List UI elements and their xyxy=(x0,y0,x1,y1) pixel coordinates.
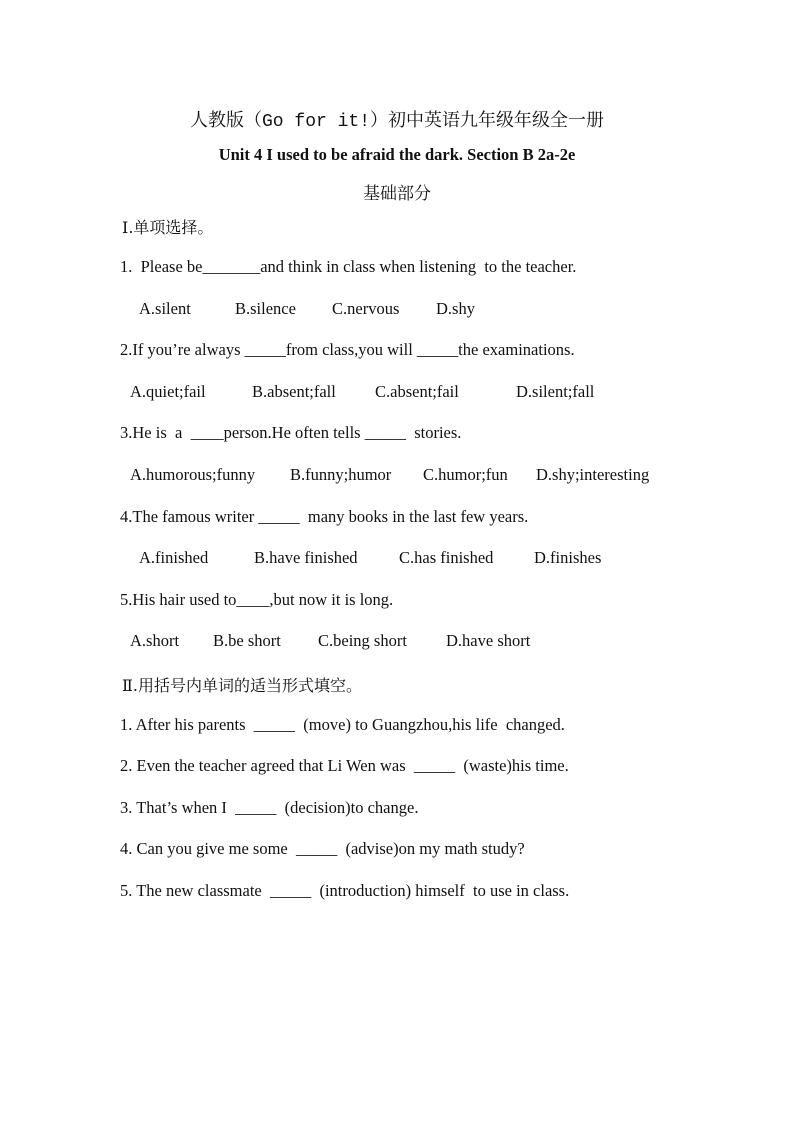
question-5-stem: 5.His hair used to____,but now it is long. xyxy=(120,590,394,609)
question-5-option-b: B.be short xyxy=(213,631,281,650)
document-subtitle: Unit 4 I used to be afraid the dark. Section B 2a-2e xyxy=(218,145,576,164)
document-title xyxy=(0,106,794,132)
question-4-option-a: A.finished xyxy=(139,548,209,567)
question-2-option-b: B.absent;fall xyxy=(252,382,336,401)
question-5-option-c: C.being short xyxy=(318,631,407,650)
title-suffix: ）初中英语九年级年级全一册 xyxy=(370,110,605,131)
fill-item-5: 5. The new classmate _____ (introduction) himself to use in class. xyxy=(120,881,570,900)
question-2-option-d: D.silent;fall xyxy=(516,382,595,401)
question-1-stem: 1. Please be_______and think in class when listening to the teacher. xyxy=(120,257,577,276)
question-5-option-d: D.have short xyxy=(446,631,531,650)
question-4-option-c: C.has finished xyxy=(399,548,494,567)
title-series: Go for it! xyxy=(261,112,371,132)
question-5-option-a: A.short xyxy=(130,631,180,650)
fill-item-2: 2. Even the teacher agreed that Li Wen was _____ (waste)his time. xyxy=(120,756,569,775)
part2-heading: Ⅱ.用括号内单词的适当形式填空。 xyxy=(122,676,362,695)
question-4-option-b: B.have finished xyxy=(254,548,358,567)
question-3-option-c: C.humor;fun xyxy=(423,465,508,484)
fill-item-1: 1. After his parents _____ (move) to Guangzhou,his life changed. xyxy=(120,715,565,734)
question-1-option-a: A.silent xyxy=(139,299,191,318)
question-4-stem: 4.The famous writer _____ many books in the last few years. xyxy=(120,507,529,526)
question-2-option-c: C.absent;fail xyxy=(375,382,459,401)
title-prefix: 人教版（ xyxy=(189,110,262,131)
part1-heading: Ⅰ.单项选择。 xyxy=(122,218,214,237)
question-1-option-c: C.nervous xyxy=(332,299,400,318)
fill-item-3: 3. That’s when I _____ (decision)to change. xyxy=(120,798,419,817)
question-2-stem: 2.If you’re always _____from class,you will _____the examinations. xyxy=(120,340,575,359)
question-4-option-d: D.finishes xyxy=(534,548,602,567)
question-3-option-b: B.funny;humor xyxy=(290,465,392,484)
question-3-stem: 3.He is a ____person.He often tells _____ stories. xyxy=(120,423,462,442)
section-label: 基础部分 xyxy=(363,184,431,204)
question-2-option-a: A.quiet;fail xyxy=(130,382,206,401)
question-1-option-d: D.shy xyxy=(436,299,475,318)
question-3-option-d: D.shy;interesting xyxy=(536,465,650,484)
fill-item-4: 4. Can you give me some _____ (advise)on my math study? xyxy=(120,839,525,858)
question-1-option-b: B.silence xyxy=(235,299,296,318)
question-3-option-a: A.humorous;funny xyxy=(130,465,256,484)
